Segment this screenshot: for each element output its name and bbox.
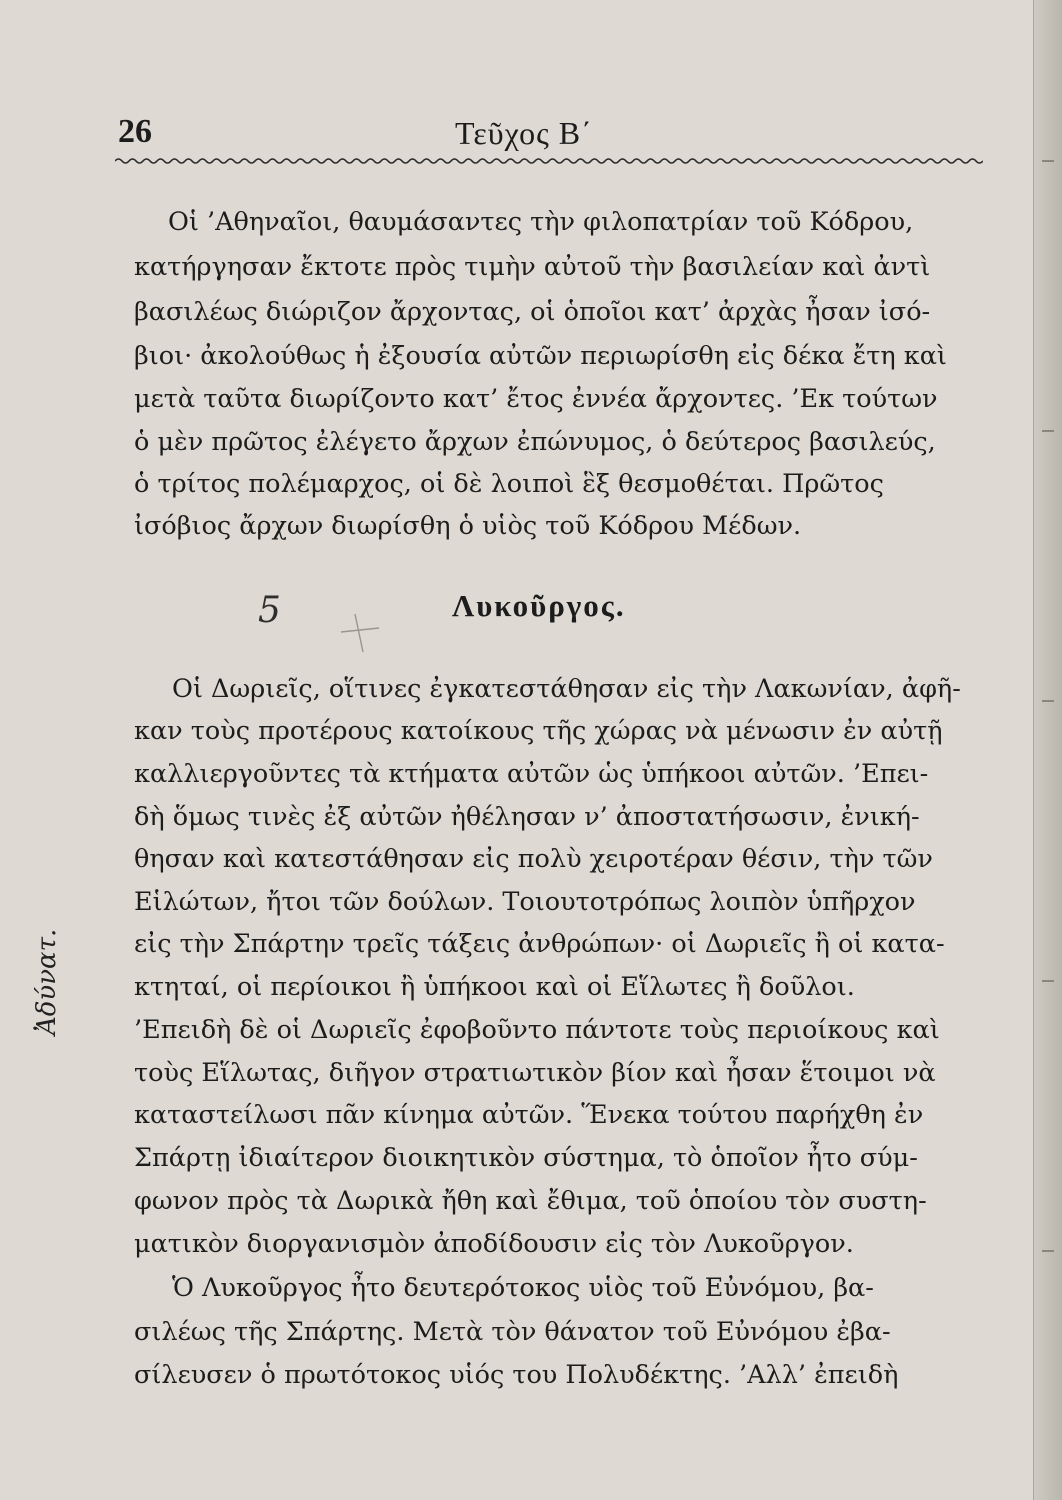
paragraph1-line: μετὰ ταῦτα διωρίζοντο κατ’ ἔτος ἐννέα ἄρχοντες. ’Εκ τούτων bbox=[134, 384, 938, 414]
edge-tick bbox=[1042, 430, 1054, 432]
paragraph2-line: θησαν καὶ κατεστάθησαν εἰς πολὺ χειροτέραν θέσιν, τὴν τῶν bbox=[134, 844, 933, 874]
wavy-header-rule bbox=[115, 154, 983, 168]
paragraph2-line: ματικὸν διοργανισμὸν ἀποδίδουσιν εἰς τὸν Λυκοῦργον. bbox=[134, 1229, 854, 1259]
handwritten-margin-note bbox=[22, 900, 72, 1050]
section-heading: Λυκοῦργος. bbox=[452, 588, 626, 623]
paragraph2-line: Οἱ Δωριεῖς, οἵτινες ἐγκατεστάθησαν εἰς τὴν Λακωνίαν, ἀφῆ- bbox=[172, 674, 961, 704]
page-number: 26 bbox=[118, 113, 152, 150]
paragraph1-line: ἰσόβιος ἄρχων διωρίσθη ὁ υἱὸς τοῦ Κόδρου Μέδων. bbox=[134, 511, 802, 541]
paragraph1-line: βασιλέως διώριζον ἄρχοντας, οἱ ὁποῖοι κατ’ ἀρχὰς ἦσαν ἰσό- bbox=[134, 297, 931, 327]
paragraph1-line: ὁ μὲν πρῶτος ἐλέγετο ἄρχων ἐπώνυμος, ὁ δεύτερος βασιλεύς, bbox=[134, 427, 936, 457]
paragraph2-line: καν τοὺς προτέρους κατοίκους τῆς χώρας νὰ μένωσιν ἐν αὐτῇ bbox=[134, 716, 943, 746]
paragraph1-line: κατήργησαν ἔκτοτε πρὸς τιμὴν αὐτοῦ τὴν βασιλείαν καὶ ἀντὶ bbox=[134, 252, 931, 282]
edge-tick bbox=[1042, 700, 1054, 702]
paragraph2-line: καλλιεργοῦντες τὰ κτήματα αὐτῶν ὡς ὑπήκοοι αὐτῶν. ’Επει- bbox=[134, 759, 929, 789]
paragraph2-line: ’Επειδὴ δὲ οἱ Δωριεῖς ἐφοβοῦντο πάντοτε τοὺς περιοίκους καὶ bbox=[134, 1015, 940, 1045]
paragraph3-line: Ὁ Λυκοῦργος ἦτο δευτερότοκος υἱὸς τοῦ Εὐνόμου, βα- bbox=[172, 1273, 874, 1303]
paragraph3-line: σίλευσεν ὁ πρωτότοκος υἱός του Πολυδέκτης. ’Αλλ’ ἐπειδὴ bbox=[134, 1360, 899, 1390]
paragraph2-line: τοὺς Εἵλωτας, διῆγον στρατιωτικὸν βίον καὶ ἦσαν ἕτοιμοι νὰ bbox=[134, 1058, 936, 1088]
paragraph2-line: φωνον πρὸς τὰ Δωρικὰ ἤθη καὶ ἔθιμα, τοῦ ὁποίου τὸν συστη- bbox=[134, 1186, 927, 1216]
paragraph3-line: σιλέως τῆς Σπάρτης. Μετὰ τὸν θάνατον τοῦ Εὐνόμου ἐβα- bbox=[134, 1317, 891, 1347]
edge-tick bbox=[1042, 980, 1054, 982]
paragraph2-line: κτηταί, οἱ περίοικοι ἢ ὑπήκοοι καὶ οἱ Εἵλωτες ἢ δοῦλοι. bbox=[134, 972, 855, 1002]
handwritten-section-number: 5 bbox=[258, 590, 281, 631]
paragraph2-line: δὴ ὅμως τινὲς ἐξ αὐτῶν ἠθέλησαν ν’ ἀποστατήσωσιν, ἐνική- bbox=[134, 802, 920, 832]
edge-tick bbox=[1042, 160, 1054, 162]
running-title: Τεῦχος Β΄ bbox=[455, 115, 593, 151]
paragraph2-line: Εἱλώτων, ἤτοι τῶν δούλων. Τοιουτοτρόπως λοιπὸν ὑπῆρχον bbox=[134, 887, 916, 917]
paragraph2-line: Σπάρτῃ ἰδιαίτερον διοικητικὸν σύστημα, τὸ ὁποῖον ἦτο σύμ- bbox=[134, 1143, 918, 1173]
paragraph2-line: καταστείλωσι πᾶν κίνημα αὐτῶν. Ἕνεκα τούτου παρήχθη ἐν bbox=[134, 1100, 924, 1130]
page-edge-shadow bbox=[1033, 0, 1062, 1500]
paragraph1-line: ὁ τρίτος πολέμαρχος, οἱ δὲ λοιποὶ ἓξ θεσμοθέται. Πρῶτος bbox=[134, 469, 884, 499]
paragraph2-line: εἰς τὴν Σπάρτην τρεῖς τάξεις ἀνθρώπων· οἱ Δωριεῖς ἢ οἱ κατα- bbox=[134, 929, 945, 959]
paragraph1-line: Οἱ ’Αθηναῖοι, θαυμάσαντες τὴν φιλοπατρίαν τοῦ Κόδρου, bbox=[168, 207, 914, 237]
edge-tick bbox=[1042, 1250, 1054, 1252]
paragraph1-line: βιοι· ἀκολούθως ἡ ἐξουσία αὐτῶν περιωρίσθη εἰς δέκα ἔτη καὶ bbox=[134, 341, 947, 371]
pencil-cross-mark bbox=[335, 606, 385, 656]
margin-note-text: Ἀδύνατ. bbox=[32, 928, 62, 1035]
